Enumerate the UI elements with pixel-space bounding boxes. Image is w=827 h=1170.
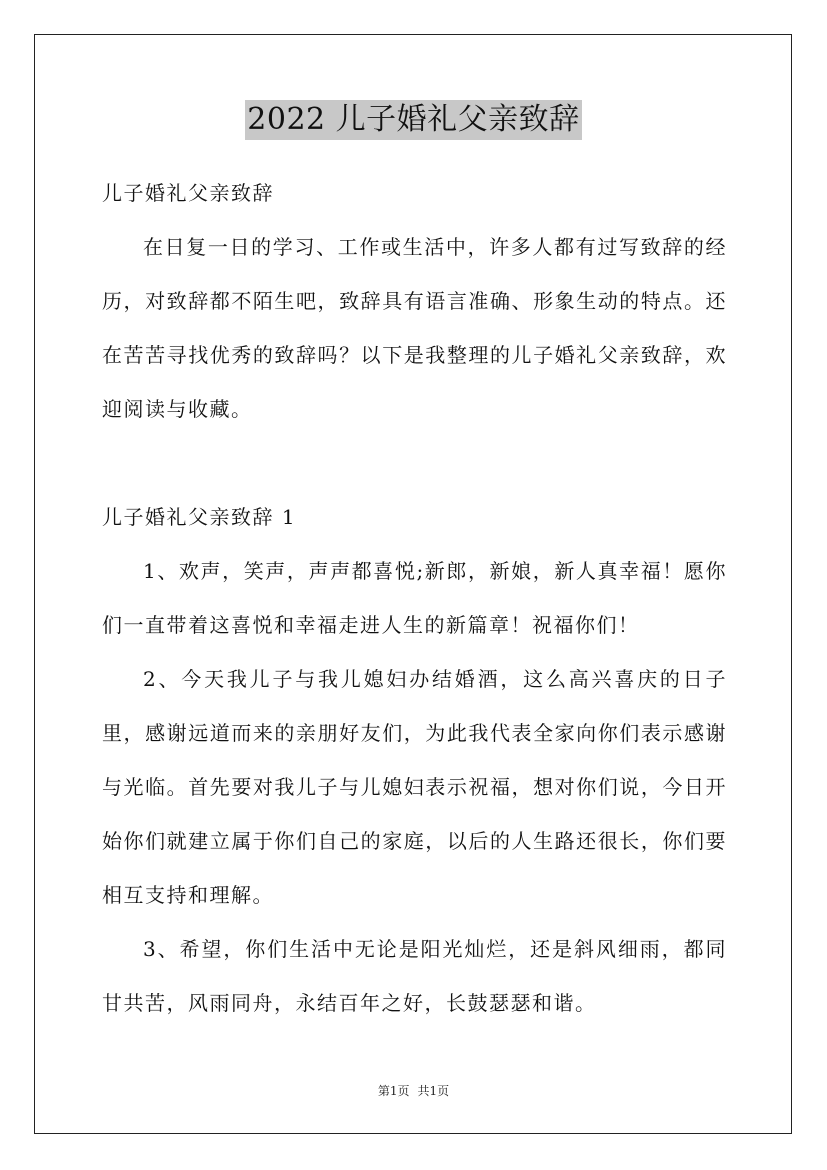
document-body xyxy=(102,166,727,1030)
section-heading: 儿子婚礼父亲致辞 1 xyxy=(102,505,297,529)
subtitle-heading: 儿子婚礼父亲致辞 xyxy=(102,181,274,205)
body-paragraph-1: 1、欢声，笑声，声声都喜悦;新郎，新娘，新人真幸福！愿你们一直带着这喜悦和幸福走进人生的新篇章！祝福你们！ xyxy=(102,559,727,637)
document-title: 2022 儿子婚礼父亲致辞 xyxy=(245,100,581,140)
page-total: 共1页 xyxy=(417,1084,450,1098)
title-container xyxy=(0,100,827,140)
spacer xyxy=(102,436,727,490)
page-number: 第1页 xyxy=(377,1084,410,1098)
body-paragraph-2: 2、今天我儿子与我儿媳妇办结婚酒，这么高兴喜庆的日子里，感谢远道而来的亲朋好友们，为此我代表全家向你们表示感谢与光临。首先要对我儿子与儿媳妇表示祝福，想对你们说，今日开始你们就建立属于你们自己的家庭，以后的人生路还很长，你们要相互支持和理解。 xyxy=(102,667,727,907)
intro-paragraph: 在日复一日的学习、工作或生活中，许多人都有过写致辞的经历，对致辞都不陌生吧，致辞具有语言准确、形象生动的特点。还在苦苦寻找优秀的致辞吗？以下是我整理的儿子婚礼父亲致辞，欢迎阅读与收藏。 xyxy=(102,235,727,421)
page-footer xyxy=(0,1082,827,1100)
body-paragraph-3: 3、希望，你们生活中无论是阳光灿烂，还是斜风细雨，都同甘共苦，风雨同舟，永结百年之好，长鼓瑟瑟和谐。 xyxy=(102,937,727,1015)
